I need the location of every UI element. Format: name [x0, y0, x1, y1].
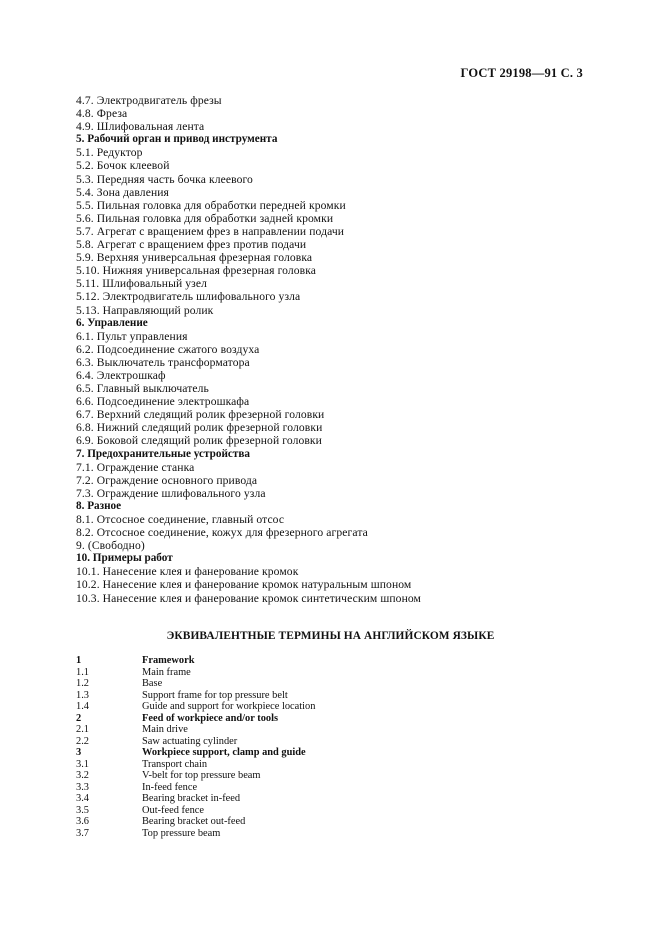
table-row: [76, 793, 596, 805]
term-number: 1.3: [76, 689, 89, 701]
term-number: 3.5: [76, 804, 89, 816]
list-item: 6.6. Подсоединение электрошкафа: [76, 395, 250, 409]
term-number: 3.6: [76, 816, 89, 827]
list-item: 5.10. Нижняя универсальная фрезерная головка: [76, 264, 317, 278]
term-text: Saw actuating cylinder: [142, 735, 238, 747]
list-item: 4.8. Фреза: [76, 107, 128, 121]
table-row: [76, 678, 596, 690]
list-item: 5.4. Зона давления: [76, 185, 169, 199]
table-row: [76, 828, 596, 840]
table-row: [76, 655, 596, 667]
term-text: Workpiece support, clamp and guide: [142, 747, 306, 758]
list-item: 10.2. Нанесение клея и фанерование кромок натуральным шпоном: [76, 578, 412, 592]
term-text: Support frame for top pressure belt: [142, 689, 288, 701]
term-number: 2.1: [76, 724, 89, 735]
term-number: 1: [76, 655, 82, 666]
table-row: [76, 667, 596, 679]
section-heading: 6. Управление: [76, 316, 148, 329]
list-item: 5.1. Редуктор: [76, 146, 143, 160]
term-text: Base: [142, 678, 163, 689]
term-number: 2: [76, 712, 82, 724]
list-item: 5.6. Пильная головка для обработки задней кромки: [76, 211, 334, 225]
table-row: [76, 701, 596, 713]
list-item: 10.3. Нанесение клея и фанерование кромок синтетическим шпоном: [76, 591, 421, 605]
list-item: 5.11. Шлифовальный узел: [76, 277, 207, 291]
list-item: 4.7. Электродвигатель фрезы: [76, 94, 222, 107]
term-number: 1.4: [76, 701, 89, 712]
section-heading: 8. Разное: [76, 499, 122, 512]
list-item: 5.2. Бочок клеевой: [76, 159, 170, 173]
term-number: 1.1: [76, 666, 89, 678]
term-text: Transport chain: [142, 758, 208, 770]
list-item: 7.2. Ограждение основного привода: [76, 473, 258, 487]
term-text: Bearing bracket in-feed: [142, 793, 241, 804]
list-item: 6.1. Пульт управления: [76, 329, 188, 343]
table-row: [76, 759, 596, 771]
list-item: 8.1. Отсосное соединение, главный отсос: [76, 513, 285, 526]
list-item: 4.9. Шлифовальная лента: [76, 120, 205, 134]
list-item: 6.3. Выключатель трансформатора: [76, 355, 250, 369]
list-item: 5.5. Пильная головка для обработки передней кромки: [76, 198, 346, 212]
list-item: 5.3. Передняя часть бочка клеевого: [76, 172, 253, 186]
list-item: 6.8. Нижний следящий ролик фрезерной головки: [76, 421, 323, 435]
table-row: [76, 747, 596, 759]
list-item: 6.5. Главный выключатель: [76, 382, 209, 396]
list-item: 9. (Свободно): [76, 539, 145, 553]
term-number: 3.7: [76, 827, 89, 839]
list-item: 8.2. Отсосное соединение, кожух для фрезерного агрегата: [76, 526, 368, 540]
term-text: Framework: [142, 655, 195, 666]
term-text: Main frame: [142, 666, 191, 678]
term-number: 3: [76, 747, 82, 758]
term-number: 2.2: [76, 735, 89, 747]
term-text: Feed of workpiece and/or tools: [142, 712, 279, 724]
english-section-title: ЭКВИВАЛЕНТНЫЕ ТЕРМИНЫ НА АНГЛИЙСКОМ ЯЗЫКЕ: [166, 630, 495, 642]
term-text: Out-feed fence: [142, 804, 205, 816]
term-text: V-belt for top pressure beam: [142, 770, 261, 781]
list-item: 6.9. Боковой следящий ролик фрезерной головки: [76, 434, 322, 448]
term-number: 3.3: [76, 781, 89, 793]
list-item: 6.7. Верхний следящий ролик фрезерной головки: [76, 408, 325, 422]
russian-term-list: [76, 94, 596, 605]
list-item: 10.1. Нанесение клея и фанерование кромок: [76, 565, 299, 579]
english-terms-table: [76, 655, 596, 839]
table-row: [76, 713, 596, 725]
term-number: 3.4: [76, 793, 89, 804]
table-row: [76, 724, 596, 736]
list-item: 6.2. Подсоединение сжатого воздуха: [76, 342, 260, 356]
section-heading: 7. Предохранительные устройства: [76, 447, 251, 460]
table-row: [76, 770, 596, 782]
list-item: 6.4. Электрошкаф: [76, 368, 166, 382]
section-heading: 5. Рабочий орган и привод инструмента: [76, 133, 278, 146]
page-header: ГОСТ 29198—91 С. 3: [460, 66, 583, 80]
list-item: 7.3. Ограждение шлифовального узла: [76, 486, 266, 500]
table-row: [76, 782, 596, 794]
table-row: [76, 805, 596, 817]
term-text: In-feed fence: [142, 781, 198, 793]
term-number: 3.2: [76, 770, 89, 781]
term-number: 3.1: [76, 758, 89, 770]
list-item: 7.1. Ограждение станка: [76, 460, 195, 474]
term-text: Main drive: [142, 724, 188, 735]
list-item: 5.9. Верхняя универсальная фрезерная головка: [76, 251, 313, 265]
list-item: 5.8. Агрегат с вращением фрез против подачи: [76, 238, 307, 252]
list-item: 5.7. Агрегат с вращением фрез в направлении подачи: [76, 224, 345, 238]
section-heading: 10. Примеры работ: [76, 552, 173, 565]
term-text: Guide and support for workpiece location: [142, 701, 316, 712]
table-row: [76, 690, 596, 702]
term-text: Bearing bracket out-feed: [142, 816, 246, 827]
term-text: Top pressure beam: [142, 827, 221, 839]
list-item: 5.13. Направляющий ролик: [76, 303, 214, 317]
table-row: [76, 816, 596, 828]
term-number: 1.2: [76, 678, 89, 689]
table-row: [76, 736, 596, 748]
list-item: 5.12. Электродвигатель шлифовального узла: [76, 290, 301, 304]
